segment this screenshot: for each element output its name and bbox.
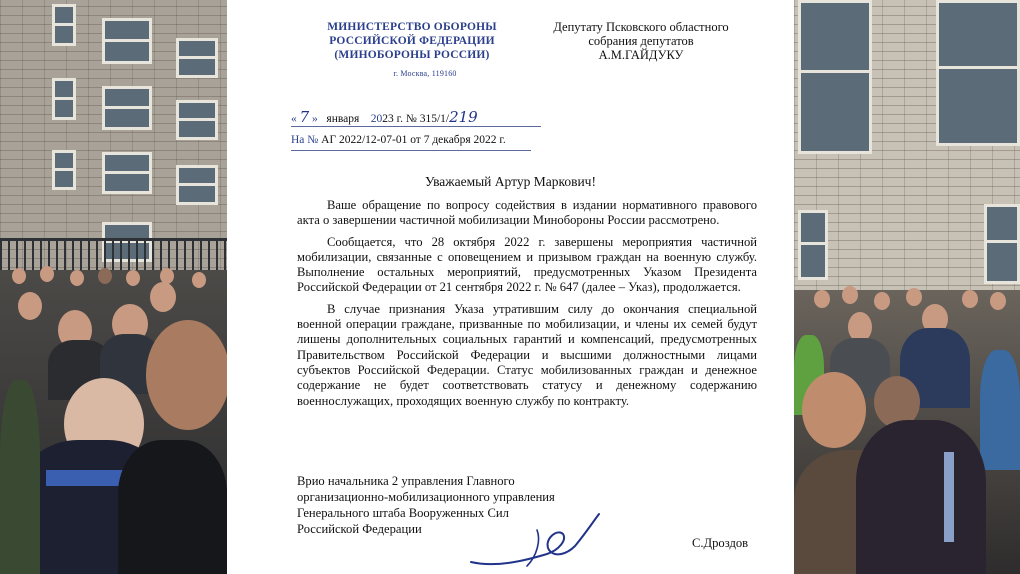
letterhead-line-3: (МИНОБОРОНЫ РОССИИ) — [334, 49, 490, 61]
paragraph-3: В случае признания Указа утратившим силу до окончания специальной военной операции граждане, призванные по мобилизации, и члены их семей будут лишены дополнительных социальных гарантий и компенсаций, предусмотренных Правительством Российской Федерации и высшими должностными лицами субъектов Российской Федерации. Статус мобилизованных граждан и денежное содержание не будет соответствовать статусу и денежному содержанию военнослужащих, проходящих военную службу по контракту. — [297, 301, 757, 408]
registration-year-prefix: 20 — [370, 113, 383, 125]
registration-day: 7 — [299, 108, 310, 126]
addressee-block — [541, 20, 741, 62]
official-letter — [227, 0, 794, 574]
greeting: Уважаемый Артур Маркович! — [425, 174, 596, 189]
letterhead-address: г. Москва, 119160 — [393, 69, 457, 78]
signer-line-3: Генерального штаба Вооруженных Сил — [297, 506, 509, 520]
addressee-line-2: собрания депутатов — [588, 34, 694, 48]
reference-value: АГ 2022/12-07-01 от 7 декабря 2022 г. — [321, 134, 506, 146]
reference-label: На № — [291, 134, 319, 146]
signer-name: С.Дроздов — [692, 536, 749, 550]
addressee-line-1: Депутату Псковского областного — [553, 20, 729, 34]
letterhead-line-2: РОССИЙСКОЙ ФЕДЕРАЦИИ — [329, 35, 495, 47]
signer-line-2: организационно-мобилизационного управления — [297, 490, 555, 504]
registration-number: 219 — [449, 108, 478, 126]
registration-number-prefix: г. № 315/1/ — [396, 113, 450, 125]
signer-line-1: Врио начальника 2 управления Главного — [297, 474, 515, 488]
letterhead-line-1: МИНИСТЕРСТВО ОБОРОНЫ — [327, 21, 497, 33]
registration-year-suffix: 23 — [382, 113, 394, 125]
registration-line: « 7 » января 2023 г. № 315/1/219 — [291, 108, 541, 127]
right-photo-crowd — [794, 0, 1020, 574]
paragraph-2: Сообщается, что 28 октября 2022 г. завершены мероприятия частичной мобилизации, связанные с оповещением и призывом граждан на военную службу. Выполнение остальных мероприятий, предусмотренных Указом Президента Российской Федерации от 21 сентября 2022 г. № 647 (далее – Указ), продолжается. — [297, 234, 757, 295]
letterhead — [323, 20, 501, 81]
letter-body — [297, 198, 757, 415]
left-photo-crowd — [0, 0, 227, 574]
registration-month: января — [326, 113, 360, 125]
handwritten-signature — [467, 510, 602, 570]
addressee-name: А.М.ГАЙДУКУ — [598, 48, 684, 62]
paragraph-1: Ваше обращение по вопросу содействия в издании нормативного правового акта о завершении частичной мобилизации Минобороны России рассмотрено. — [297, 198, 757, 228]
signer-line-4: Российской Федерации — [297, 522, 422, 536]
reference-line — [291, 134, 531, 151]
